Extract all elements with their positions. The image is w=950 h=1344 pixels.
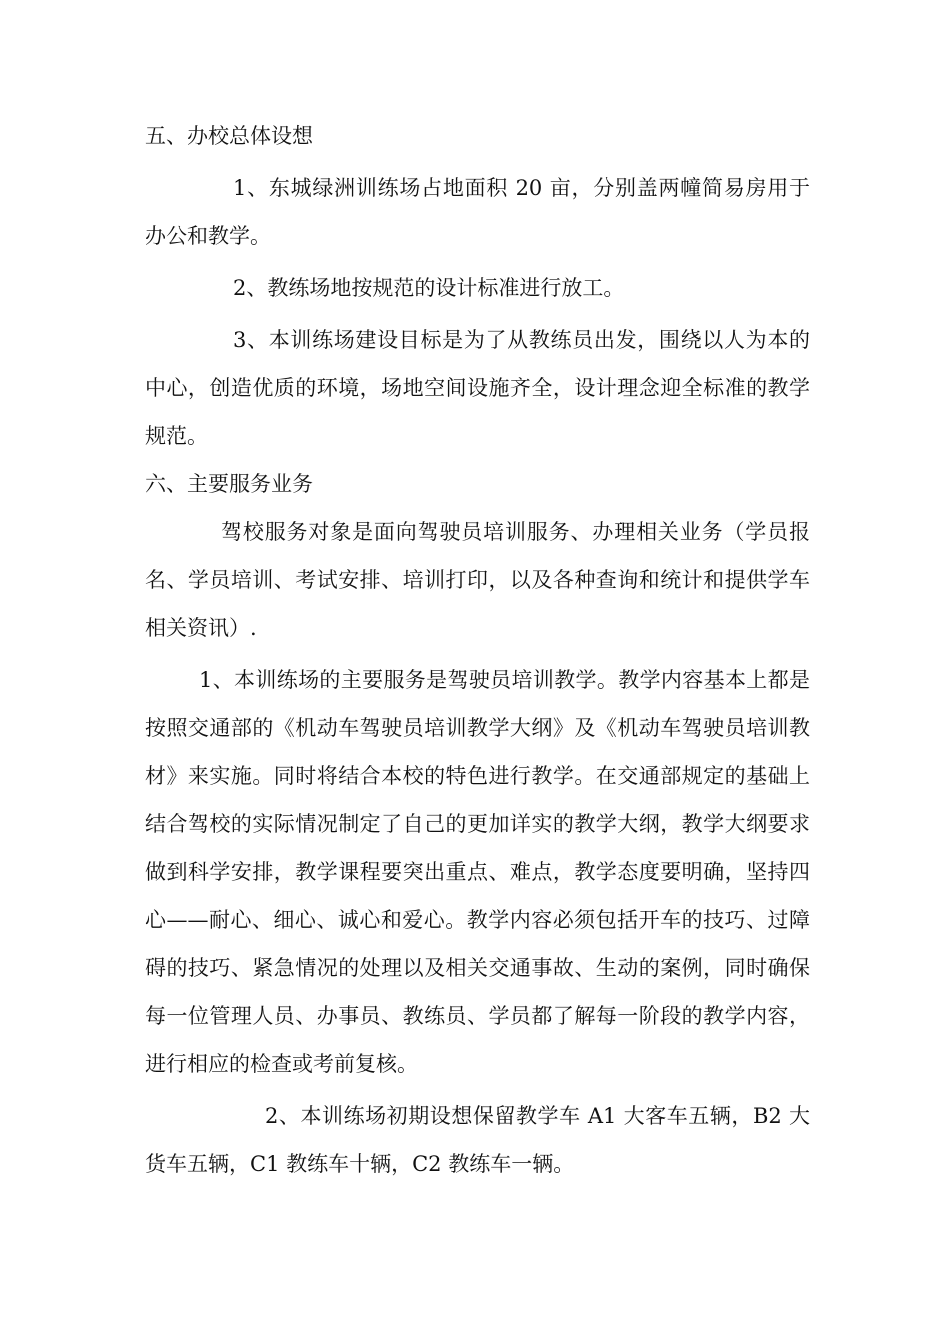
section-6-heading: 六、主要服务业务 bbox=[145, 472, 313, 496]
section-5-heading: 五、办校总体设想 bbox=[145, 124, 313, 148]
section-5-paragraph-1: 1、东城绿洲训练场占地面积 20 亩，分别盖两幢简易房用于办公和教学。 bbox=[145, 176, 810, 248]
section-5-paragraph-2: 2、教练场地按规范的设计标准进行放工。 bbox=[233, 276, 625, 300]
document-page bbox=[145, 112, 810, 1188]
section-5-paragraph-3: 3、本训练场建设目标是为了从教练员出发，围绕以人为本的中心，创造优质的环境，场地空间设施齐全，设计理念迎全标准的教学规范。 bbox=[145, 328, 810, 448]
section-6-paragraph-2: 2、本训练场初期设想保留教学车 A1 大客车五辆，B2 大货车五辆，C1 教练车十辆，C2 教练车一辆。 bbox=[145, 1104, 810, 1176]
section-6-intro: 驾校服务对象是面向驾驶员培训服务、办理相关业务（学员报名、学员培训、考试安排、培训打印，以及各种查询和统计和提供学车相关资讯）. bbox=[145, 520, 810, 640]
section-6-paragraph-1: 1、本训练场的主要服务是驾驶员培训教学。教学内容基本上都是按照交通部的《机动车驾驶员培训教学大纲》及《机动车驾驶员培训教材》来实施。同时将结合本校的特色进行教学。在交通部规定的基础上结合驾校的实际情况制定了自己的更加详实的教学大纲，教学大纲要求做到科学安排，教学课程要突出重点、难点，教学态度要明确，坚持四心——耐心、细心、诚心和爱心。教学内容必须包括开车的技巧、过障碍的技巧、紧急情况的处理以及相关交通事故、生动的案例，同时确保每一位管理人员、办事员、教练员、学员都了解每一阶段的教学内容，进行相应的检查或考前复核。 bbox=[145, 668, 810, 1076]
